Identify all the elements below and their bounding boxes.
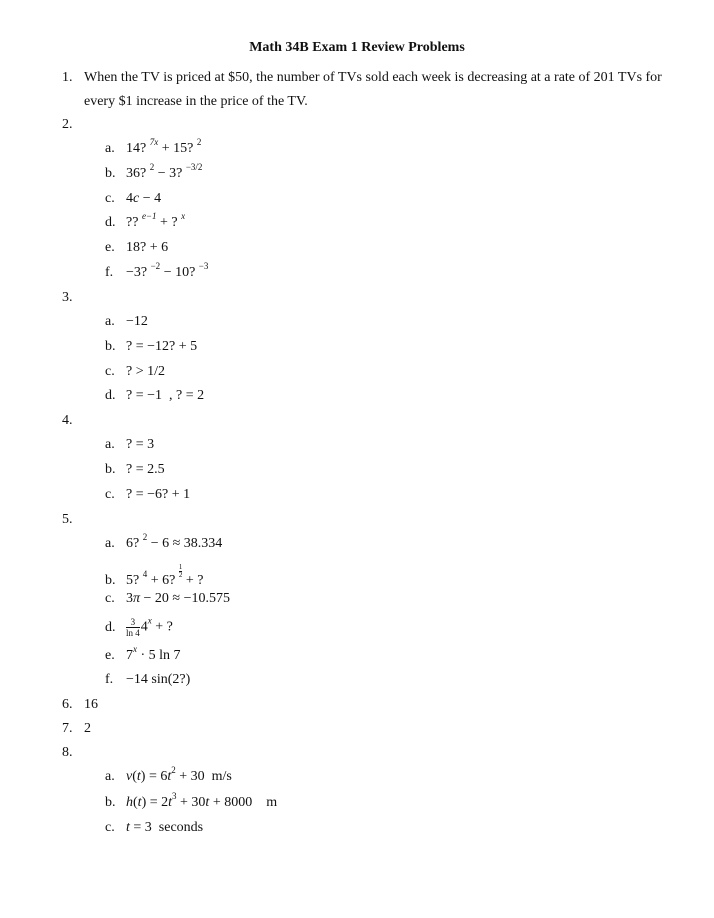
answer-letter: a. bbox=[105, 536, 115, 551]
expr-part: 4 bbox=[126, 191, 133, 206]
answer-letter: e. bbox=[105, 648, 115, 663]
answer-2f bbox=[105, 263, 208, 283]
expr-part: ) = 2 bbox=[141, 795, 169, 810]
expr-part: 36? bbox=[126, 166, 150, 181]
answer-5d bbox=[105, 617, 173, 637]
answer-8c bbox=[105, 818, 203, 838]
answer-letter: a. bbox=[105, 141, 115, 156]
answer-letter: c. bbox=[105, 487, 115, 502]
expr-part: = 3 seconds bbox=[129, 820, 204, 835]
answer-letter: a. bbox=[105, 769, 115, 784]
answer-letter: d. bbox=[105, 388, 116, 403]
expr-part: 18? + 6 bbox=[126, 240, 169, 255]
expr-part: · 5 ln 7 bbox=[137, 648, 181, 663]
problem-number: 6. bbox=[62, 697, 73, 712]
problem-answer: 2 bbox=[84, 721, 91, 736]
answer-5a bbox=[105, 534, 222, 554]
answer-letter: d. bbox=[105, 215, 116, 230]
answer-letter: a. bbox=[105, 314, 115, 329]
expr-part: 4 bbox=[140, 619, 148, 635]
answer-3a bbox=[105, 312, 148, 332]
answer-letter: b. bbox=[105, 573, 116, 588]
expr-part: 14? bbox=[126, 141, 150, 156]
expr-part: 6? bbox=[126, 536, 143, 551]
expr-part: ? = 2.5 bbox=[126, 462, 165, 477]
answer-letter: b. bbox=[105, 795, 116, 810]
variable: c bbox=[133, 191, 140, 206]
problem-text: When the TV is priced at $50, the number of TVs sold each week is decreasing at a rate of 201 TVs for every $1 increase in the price of the TV. bbox=[84, 70, 662, 109]
exponent: −2 bbox=[150, 261, 161, 271]
problem-answer: 16 bbox=[84, 697, 98, 712]
expr-part: −14 sin(2?) bbox=[126, 672, 191, 687]
fraction-numerator: 1 bbox=[178, 563, 183, 571]
exponent: x bbox=[147, 615, 152, 626]
answer-5f bbox=[105, 670, 190, 690]
expr-part: ) = 6 bbox=[140, 769, 168, 784]
answer-letter: e. bbox=[105, 240, 115, 255]
problem-7 bbox=[62, 719, 91, 739]
expr-part: + 8000 m bbox=[209, 795, 278, 810]
fraction-numerator: 3 bbox=[126, 617, 140, 628]
answer-2d bbox=[105, 213, 185, 233]
problem-5-number: 5. bbox=[62, 512, 73, 527]
expr-part: + 6? bbox=[147, 573, 179, 588]
variable: t bbox=[126, 820, 130, 835]
expr-part: − 6 ≈ 38.334 bbox=[147, 536, 223, 551]
answer-letter: b. bbox=[105, 462, 116, 477]
exponent: x bbox=[133, 644, 137, 654]
answer-2a bbox=[105, 139, 201, 159]
expr-part: −3? bbox=[126, 265, 151, 280]
answer-letter: c. bbox=[105, 191, 115, 206]
answer-3d bbox=[105, 386, 204, 406]
exponent: e−1 bbox=[141, 211, 157, 221]
answer-4b bbox=[105, 460, 165, 480]
expr-part: ?? bbox=[126, 215, 142, 230]
expr-part: ? > 1/2 bbox=[126, 364, 165, 379]
answer-2e bbox=[105, 238, 168, 258]
expr-part: + 30 m/s bbox=[175, 769, 232, 784]
exponent: 2 bbox=[171, 765, 176, 775]
expr-part: 5? bbox=[126, 573, 143, 588]
answer-5e bbox=[105, 646, 181, 666]
expr-part: ? = 3 bbox=[126, 437, 155, 452]
exponent: 2 bbox=[142, 532, 148, 542]
answer-5c bbox=[105, 589, 230, 609]
answer-4a bbox=[105, 435, 154, 455]
variable: t bbox=[167, 769, 172, 784]
variable: t bbox=[136, 769, 141, 784]
answer-5b bbox=[105, 563, 204, 588]
answer-8a bbox=[105, 767, 232, 787]
exponent: −3/2 bbox=[185, 162, 203, 172]
exponent: 2 bbox=[196, 137, 202, 147]
variable: π bbox=[133, 591, 141, 606]
expr-part: + 30 bbox=[176, 795, 206, 810]
problem-4-number: 4. bbox=[62, 413, 73, 428]
answer-letter: f. bbox=[105, 672, 114, 687]
expr-part: − 4 bbox=[139, 191, 162, 206]
expr-part: + 15? bbox=[158, 141, 197, 156]
answer-letter: a. bbox=[105, 437, 115, 452]
expr-part: −12 bbox=[126, 314, 148, 329]
exponent: 2 bbox=[149, 162, 155, 172]
variable: t bbox=[205, 795, 210, 810]
expr-part: − 3? bbox=[154, 166, 186, 181]
variable: t bbox=[168, 795, 173, 810]
expr-part: − 10? bbox=[160, 265, 199, 280]
answer-letter: c. bbox=[105, 364, 115, 379]
answer-letter: b. bbox=[105, 339, 116, 354]
expr-part: + ? bbox=[156, 215, 182, 230]
answer-3c bbox=[105, 362, 165, 382]
problem-3-number: 3. bbox=[62, 290, 73, 305]
variable: t bbox=[137, 795, 142, 810]
variable: v bbox=[126, 769, 133, 784]
exponent: 4 bbox=[142, 569, 148, 579]
exponent: −3 bbox=[198, 261, 209, 271]
fraction bbox=[126, 617, 140, 638]
answer-letter: f. bbox=[105, 265, 114, 280]
problem-number: 7. bbox=[62, 721, 73, 736]
expr-part: ( bbox=[132, 769, 137, 784]
problem-1 bbox=[62, 66, 674, 113]
expr-part: ( bbox=[133, 795, 138, 810]
fraction-denominator: 2 bbox=[178, 571, 183, 579]
answer-4c bbox=[105, 485, 190, 505]
expr-part: ? = −12? + 5 bbox=[126, 339, 198, 354]
answer-8b bbox=[105, 793, 277, 813]
answer-letter: c. bbox=[105, 820, 115, 835]
exponent: 3 bbox=[172, 791, 177, 801]
answer-letter: d. bbox=[105, 619, 116, 635]
expr-part: 7 bbox=[126, 648, 133, 663]
problem-number: 1. bbox=[62, 70, 73, 85]
expr-part: + ? bbox=[182, 573, 204, 588]
answer-letter: b. bbox=[105, 166, 116, 181]
answer-2c bbox=[105, 189, 161, 209]
answer-2b bbox=[105, 164, 202, 184]
fraction-denominator: ln 4 bbox=[126, 628, 140, 638]
answer-3b bbox=[105, 337, 197, 357]
exponent: 7x bbox=[149, 137, 159, 147]
expr-part: ? = −1 , ? = 2 bbox=[126, 388, 205, 403]
expr-part: 3 bbox=[126, 591, 133, 606]
exponent: x bbox=[181, 211, 186, 221]
expr-part: + ? bbox=[151, 619, 173, 635]
expr-part: − 20 ≈ −10.575 bbox=[140, 591, 230, 606]
expr-part: ? = −6? + 1 bbox=[126, 487, 191, 502]
answer-letter: c. bbox=[105, 591, 115, 606]
problem-8-number: 8. bbox=[62, 745, 73, 760]
problem-2-number: 2. bbox=[62, 117, 73, 132]
page-title: Math 34B Exam 1 Review Problems bbox=[249, 40, 465, 55]
problem-6 bbox=[62, 695, 98, 715]
variable: h bbox=[126, 795, 133, 810]
